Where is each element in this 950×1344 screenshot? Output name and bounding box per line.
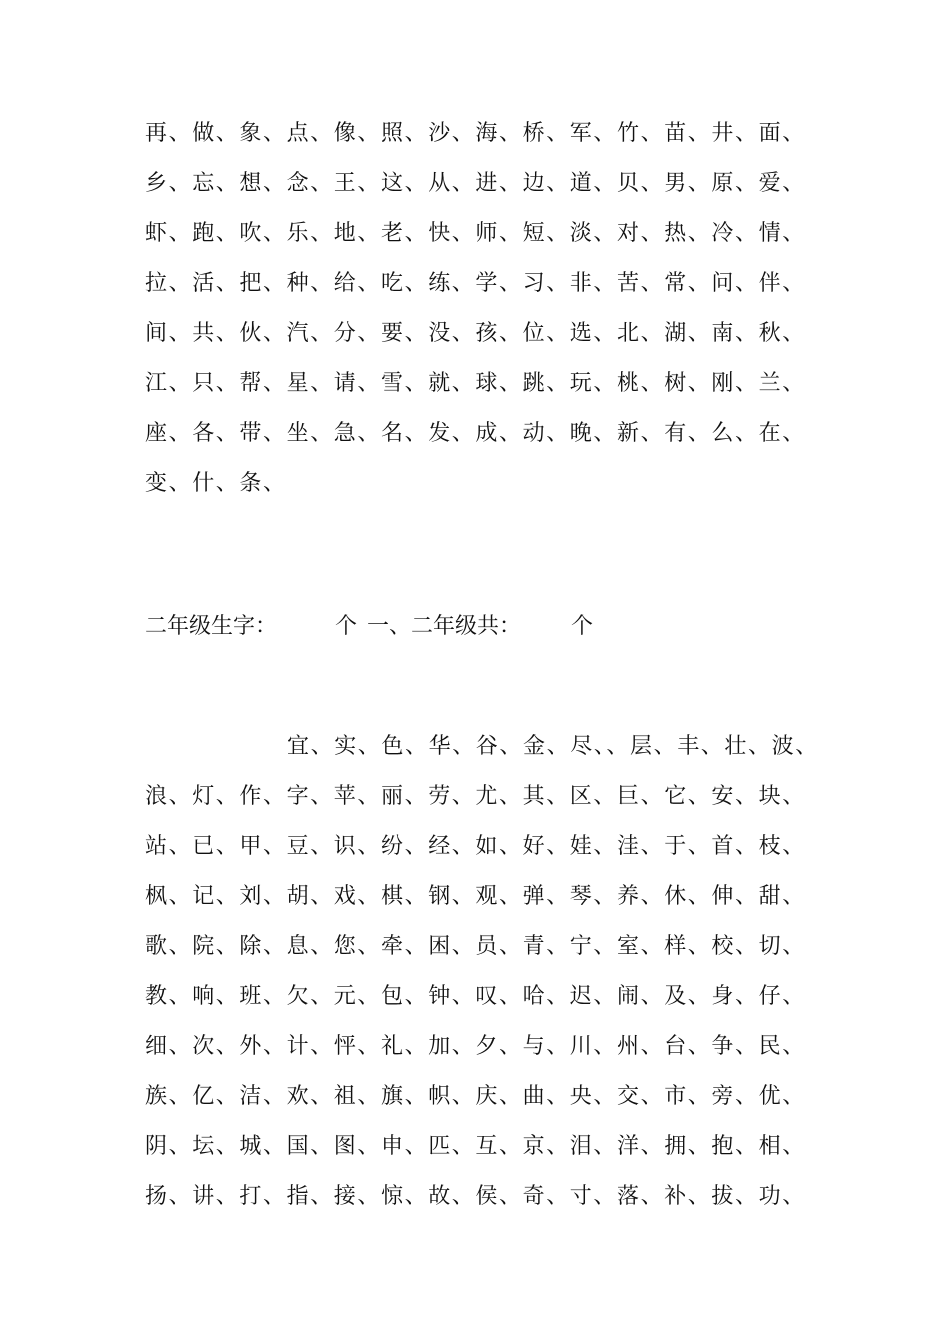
- heading-part-2: 个: [335, 614, 358, 639]
- heading-part-1: 二年级生字：: [145, 614, 278, 639]
- char-line-6: 江、只、帮、星、请、雪、就、球、跳、玩、桃、树、刚、兰、: [145, 371, 806, 396]
- char-line-8: 变、什、条、: [145, 471, 287, 496]
- char-line-4: 拉、活、把、种、给、吃、练、学、习、非、苦、常、问、伴、: [145, 271, 806, 296]
- char-line-14: 教、响、班、欠、元、包、钟、叹、哈、迟、闹、及、身、仔、: [145, 984, 806, 1009]
- char-line-12: 枫、记、刘、胡、戏、棋、钢、观、弹、琴、养、休、伸、甜、: [145, 884, 806, 909]
- char-line-10: 浪、灯、作、字、苹、丽、劳、尤、其、区、巨、它、安、块、: [145, 784, 806, 809]
- heading-part-4: 个: [571, 614, 594, 639]
- char-line-3: 虾、跑、吹、乐、地、老、快、师、短、淡、对、热、冷、情、: [145, 221, 806, 246]
- section-heading: [145, 612, 593, 642]
- char-line-17: 阴、坛、城、国、图、申、匹、互、京、泪、洋、拥、抱、相、: [145, 1134, 806, 1159]
- char-line-15: 细、次、外、计、怦、礼、加、夕、与、川、州、台、争、民、: [145, 1034, 806, 1059]
- heading-part-3: 一、二年级共：: [367, 614, 522, 639]
- char-line-2: 乡、忘、想、念、王、这、从、进、边、道、贝、男、原、爱、: [145, 171, 806, 196]
- char-line-16: 族、亿、洁、欢、祖、旗、帜、庆、曲、央、交、市、旁、优、: [145, 1084, 806, 1109]
- char-line-5: 间、共、伙、汽、分、要、没、孩、位、选、北、湖、南、秋、: [145, 321, 806, 346]
- char-line-9: 宜、实、色、华、谷、金、尽、、层、丰、壮、波、: [287, 734, 819, 759]
- char-line-11: 站、已、甲、豆、识、纷、经、如、好、娃、洼、于、首、枝、: [145, 834, 806, 859]
- char-line-18: 扬、讲、打、指、接、惊、故、侯、奇、寸、落、补、拔、功、: [145, 1184, 806, 1209]
- char-line-13: 歌、院、除、息、您、牵、困、员、青、宁、室、样、校、切、: [145, 934, 806, 959]
- char-line-1: 再、做、象、点、像、照、沙、海、桥、军、竹、苗、井、面、: [145, 121, 806, 146]
- char-line-7: 座、各、带、坐、急、名、发、成、动、晚、新、有、么、在、: [145, 421, 806, 446]
